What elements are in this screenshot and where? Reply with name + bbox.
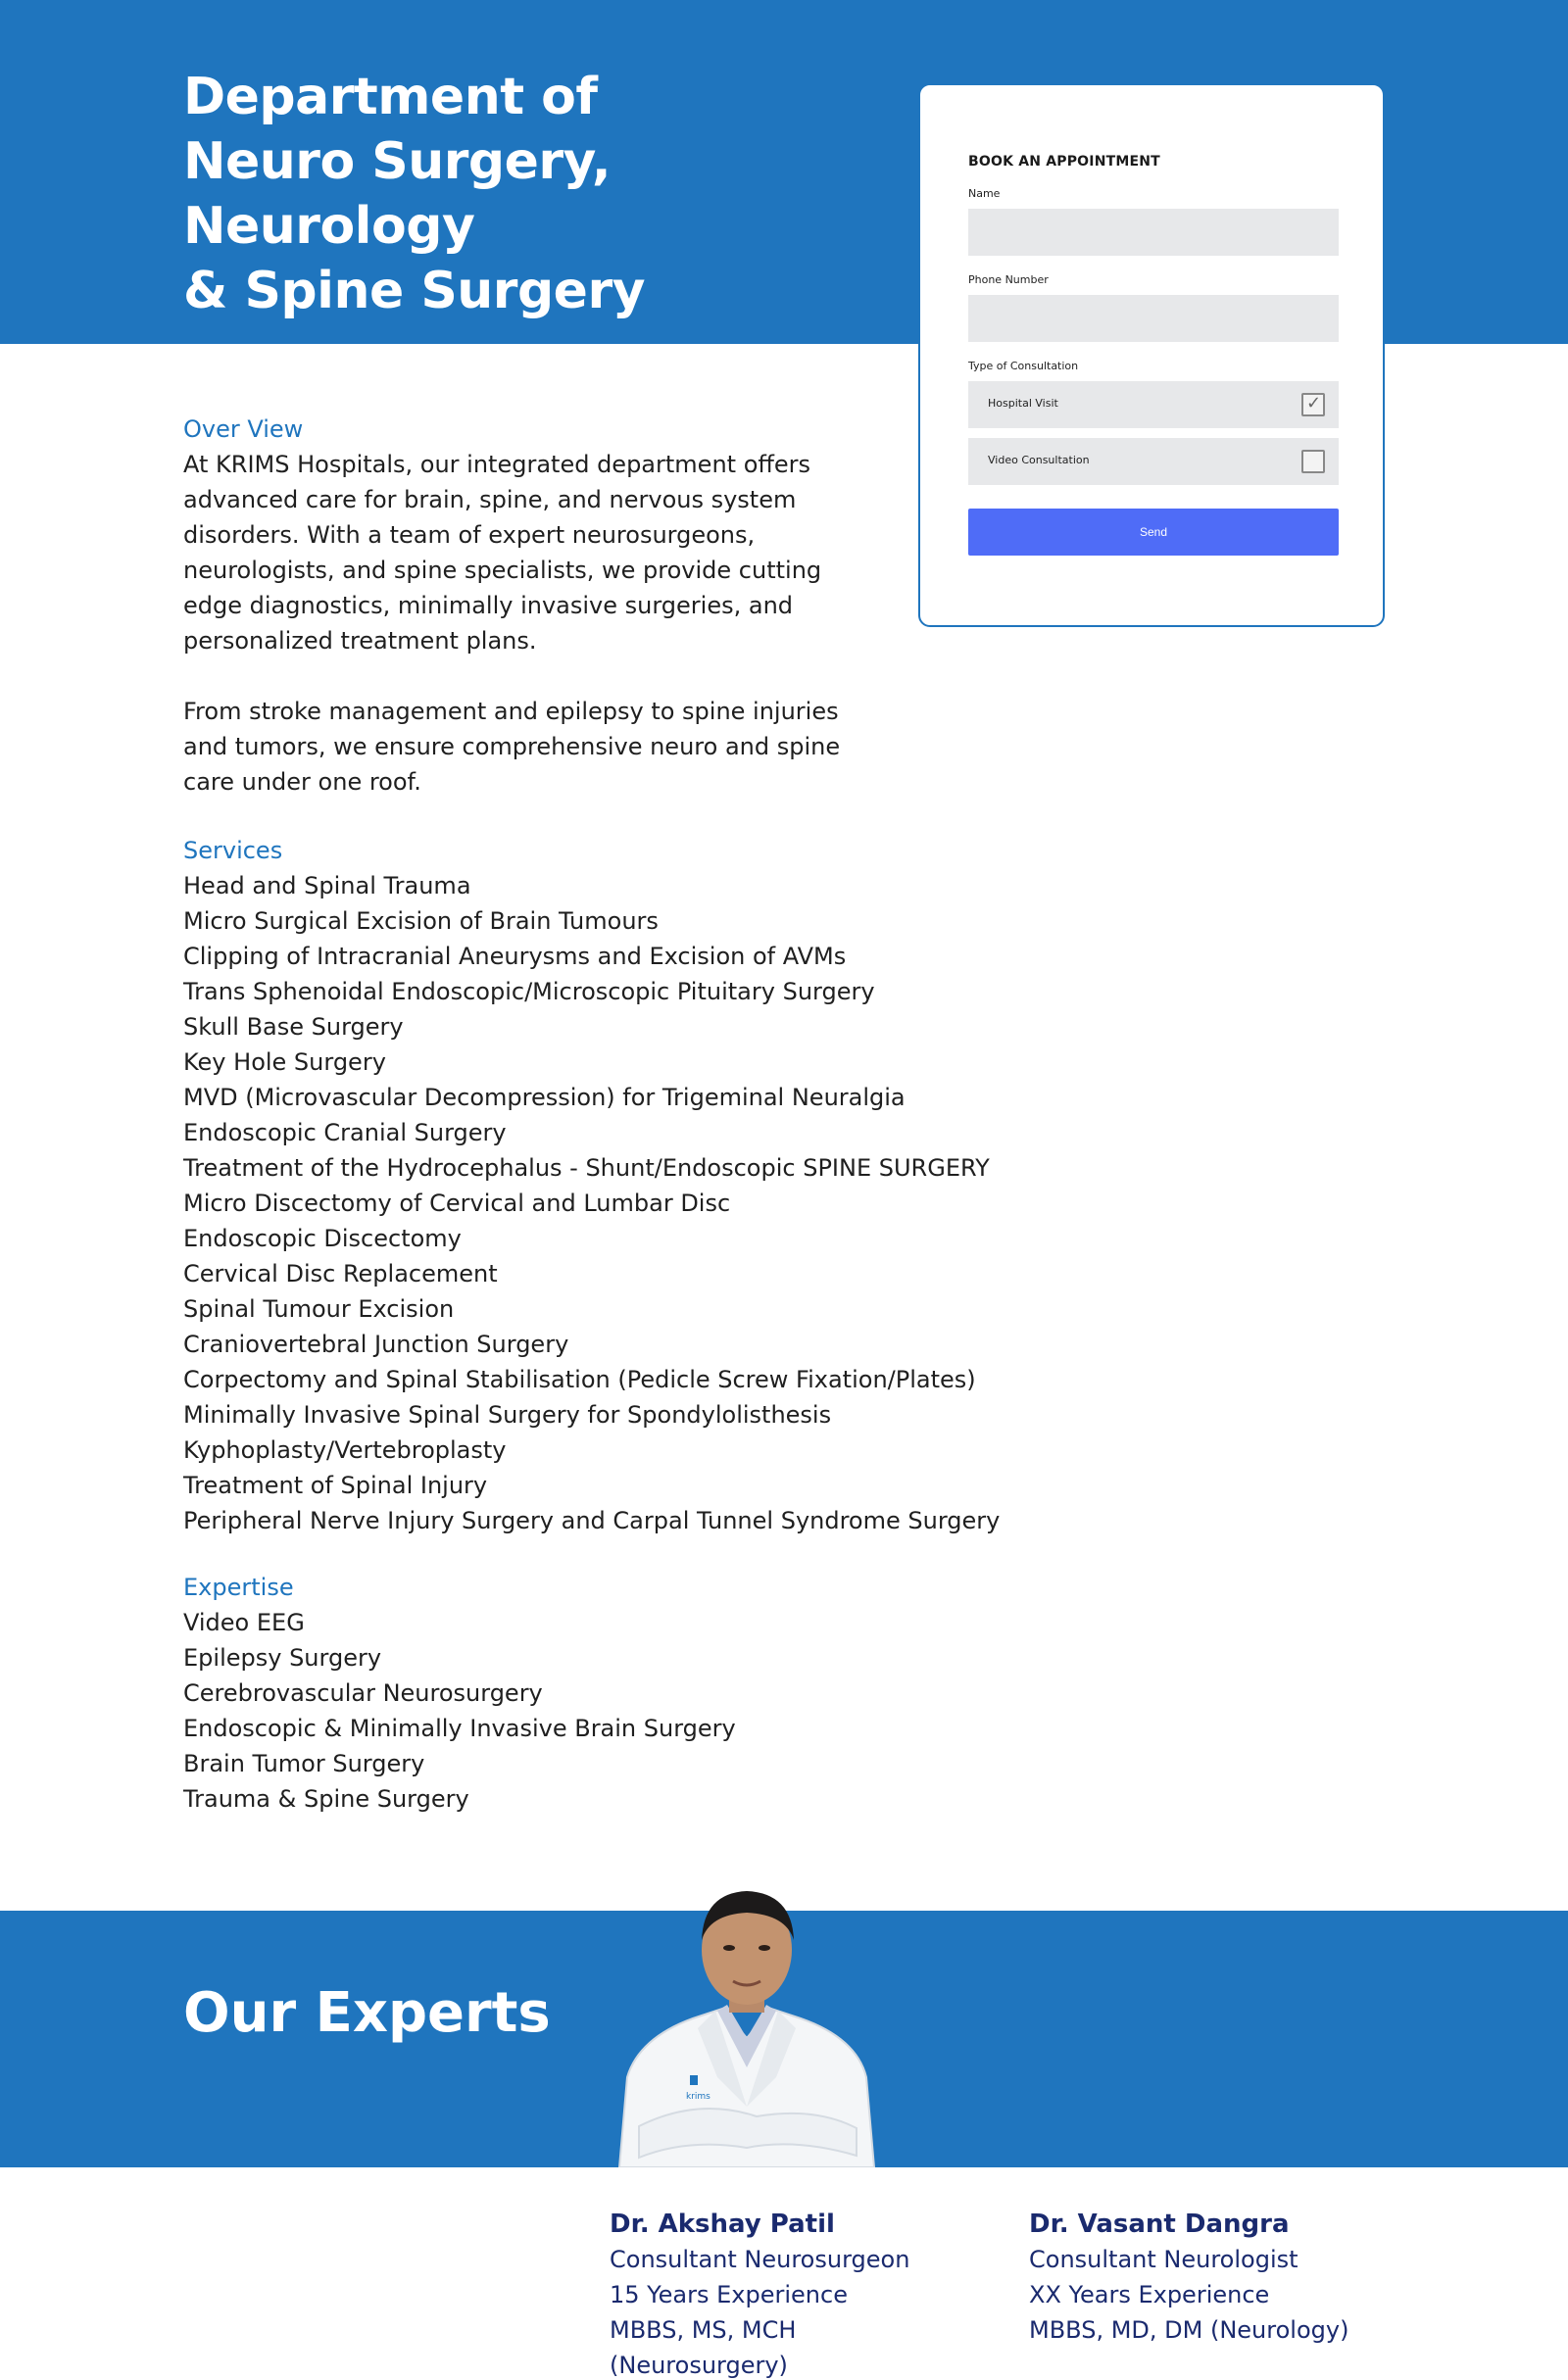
service-item: Cervical Disc Replacement bbox=[183, 1260, 498, 1287]
service-item: Micro Discectomy of Cervical and Lumbar Disc bbox=[183, 1190, 731, 1217]
doctor-card bbox=[610, 2207, 1002, 2380]
expertise-item: Epilepsy Surgery bbox=[183, 1644, 382, 1672]
doctor-qualification: MBBS, MS, MCH bbox=[610, 2316, 797, 2344]
phone-label: Phone Number bbox=[968, 273, 1049, 286]
experts-title: Our Experts bbox=[183, 1981, 551, 2045]
service-item: Micro Surgical Excision of Brain Tumours bbox=[183, 907, 659, 935]
overview-paragraph bbox=[183, 447, 1065, 658]
service-item: Minimally Invasive Spinal Surgery for Spondylolisthesis bbox=[183, 1401, 832, 1429]
service-item: Treatment of Spinal Injury bbox=[183, 1472, 488, 1499]
overview-line: edge diagnostics, minimally invasive surgeries, and bbox=[183, 592, 794, 619]
expertise-item: Brain Tumor Surgery bbox=[183, 1750, 425, 1777]
consultation-type-label: Type of Consultation bbox=[968, 360, 1079, 372]
service-item: Head and Spinal Trauma bbox=[183, 872, 471, 899]
overview-line: personalized treatment plans. bbox=[183, 627, 537, 655]
checkmark-icon: ✓ bbox=[1306, 393, 1322, 413]
expertise-heading: Expertise bbox=[183, 1574, 294, 1601]
coat-logo-text: krims bbox=[686, 2092, 710, 2102]
services-heading: Services bbox=[183, 837, 283, 864]
overview-heading: Over View bbox=[183, 415, 304, 443]
doctor-name: Dr. Akshay Patil bbox=[610, 2210, 835, 2239]
service-item: Endoscopic Discectomy bbox=[183, 1225, 462, 1252]
name-field[interactable] bbox=[968, 209, 1339, 256]
service-item: Skull Base Surgery bbox=[183, 1013, 404, 1041]
service-item: MVD (Microvascular Decompression) for Trigeminal Neuralgia bbox=[183, 1084, 906, 1111]
hospital-visit-checkbox[interactable] bbox=[1301, 393, 1325, 416]
expertise-item: Video EEG bbox=[183, 1609, 305, 1636]
overview-line: care under one roof. bbox=[183, 768, 421, 796]
expertise-item: Endoscopic & Minimally Invasive Brain Surgery bbox=[183, 1715, 736, 1742]
expertise-item: Cerebrovascular Neurosurgery bbox=[183, 1679, 543, 1707]
expertise-item: Trauma & Spine Surgery bbox=[183, 1785, 469, 1813]
doctor-experience: 15 Years Experience bbox=[610, 2281, 848, 2308]
phone-field[interactable] bbox=[968, 295, 1339, 342]
overview-line: From stroke management and epilepsy to spine injuries bbox=[183, 698, 839, 725]
overview-line: and tumors, we ensure comprehensive neuro and spine bbox=[183, 733, 841, 760]
doctor-card bbox=[1029, 2207, 1421, 2348]
overview-line: disorders. With a team of expert neurosurgeons, bbox=[183, 521, 756, 549]
title-line: Neuro Surgery, Neurology bbox=[183, 132, 612, 256]
doctor-experience: XX Years Experience bbox=[1029, 2281, 1270, 2308]
option-label: Video Consultation bbox=[988, 454, 1090, 466]
title-line: & Spine Surgery bbox=[183, 262, 645, 320]
doctor-qualification: (Neurosurgery) bbox=[610, 2352, 788, 2379]
overview-line: advanced care for brain, spine, and nervous system bbox=[183, 486, 797, 513]
overview-line: neurologists, and spine specialists, we provide cutting bbox=[183, 557, 822, 584]
service-item: Trans Sphenoidal Endoscopic/Microscopic Pituitary Surgery bbox=[183, 978, 875, 1005]
overview-line: At KRIMS Hospitals, our integrated department offers bbox=[183, 451, 811, 478]
overview-section bbox=[183, 412, 1065, 800]
service-item: Treatment of the Hydrocephalus - Shunt/Endoscopic SPINE SURGERY bbox=[183, 1154, 990, 1182]
service-item: Endoscopic Cranial Surgery bbox=[183, 1119, 507, 1146]
send-button[interactable]: Send bbox=[968, 509, 1339, 556]
service-item: Spinal Tumour Excision bbox=[183, 1295, 455, 1323]
page-title bbox=[183, 65, 889, 323]
appointment-form-title: BOOK AN APPOINTMENT bbox=[968, 154, 1160, 170]
doctor-portrait bbox=[600, 1871, 894, 2167]
service-item: Peripheral Nerve Injury Surgery and Carpal Tunnel Syndrome Surgery bbox=[183, 1507, 1001, 1534]
title-line: Department of bbox=[183, 68, 598, 126]
doctor-designation: Consultant Neurologist bbox=[1029, 2246, 1298, 2273]
service-item: Clipping of Intracranial Aneurysms and Excision of AVMs bbox=[183, 943, 847, 970]
expertise-section bbox=[183, 1570, 1065, 1817]
option-label: Hospital Visit bbox=[988, 397, 1058, 410]
overview-paragraph bbox=[183, 694, 1065, 800]
doctor-designation: Consultant Neurosurgeon bbox=[610, 2246, 910, 2273]
name-label: Name bbox=[968, 187, 1001, 200]
services-section bbox=[183, 833, 1065, 1538]
doctor-qualification: MBBS, MD, DM (Neurology) bbox=[1029, 2316, 1349, 2344]
service-item: Corpectomy and Spinal Stabilisation (Pedicle Screw Fixation/Plates) bbox=[183, 1366, 976, 1393]
doctor-name: Dr. Vasant Dangra bbox=[1029, 2210, 1290, 2239]
service-item: Key Hole Surgery bbox=[183, 1048, 386, 1076]
service-item: Craniovertebral Junction Surgery bbox=[183, 1331, 569, 1358]
service-item: Kyphoplasty/Vertebroplasty bbox=[183, 1436, 507, 1464]
video-consultation-checkbox[interactable] bbox=[1301, 450, 1325, 473]
